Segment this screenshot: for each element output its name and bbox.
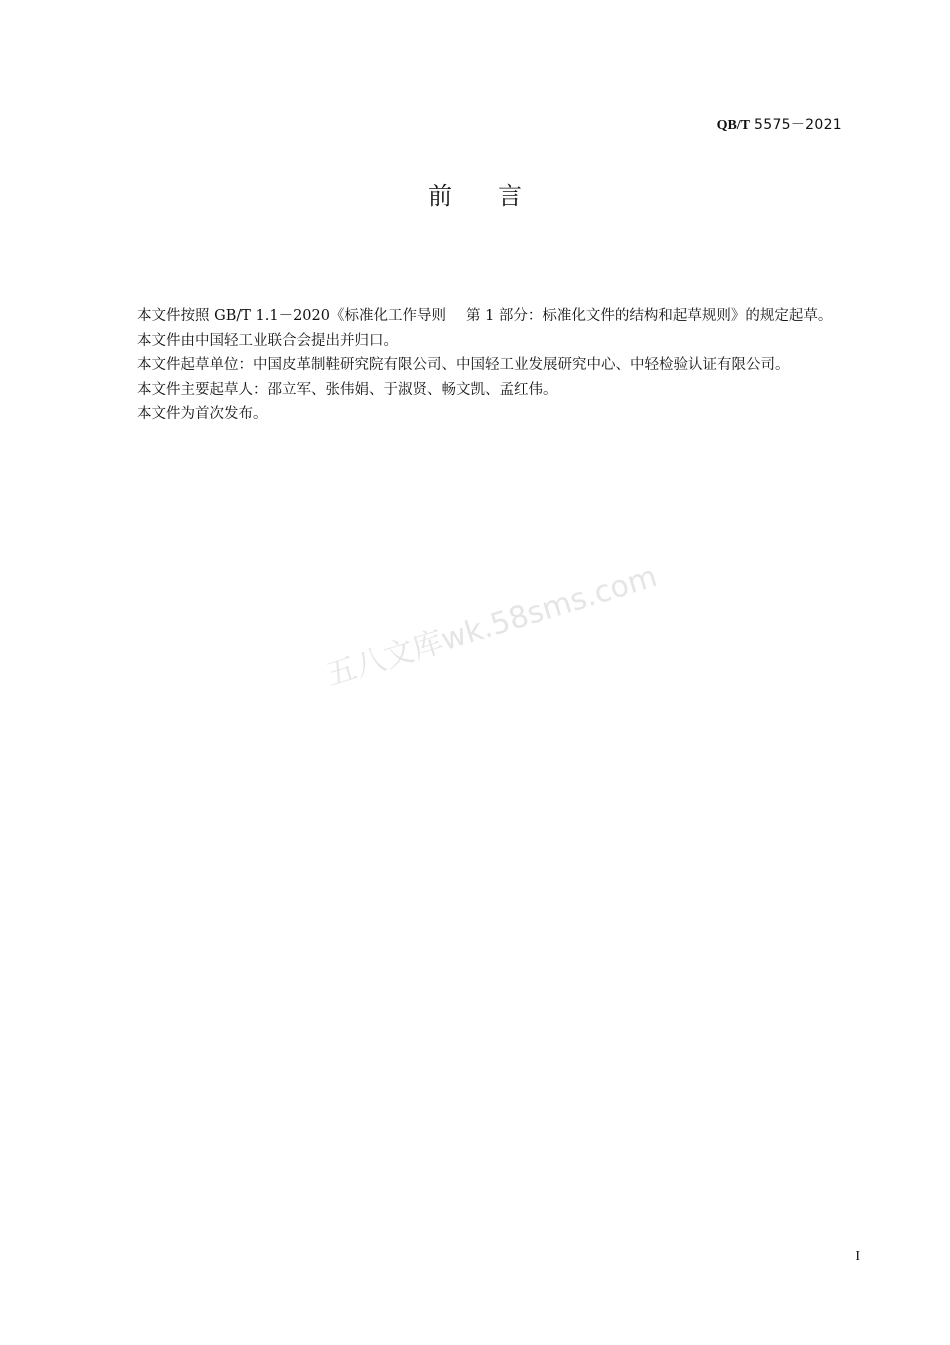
paragraph-proposer: 本文件由中国轻工业联合会提出并归口。 (137, 332, 398, 349)
standard-code-number: 5575－2021 (754, 117, 842, 133)
foreword-body (106, 304, 862, 427)
page-title: 前言 (428, 182, 568, 210)
standard-code-prefix: QB/T (716, 118, 751, 133)
paragraph-drafting-rules (106, 304, 862, 329)
paragraph-drafters: 本文件主要起草人：邵立军、张伟娟、于淑贤、畅文凯、孟红伟。 (137, 381, 558, 398)
paragraph-drafting-units: 本文件起草单位：中国皮革制鞋研究院有限公司、中国轻工业发展研究中心、中轻检验认证有限公司。 (137, 357, 790, 373)
paragraph-first-release: 本文件为首次发布。 (137, 406, 268, 422)
paragraph-drafting-rules-part2: 第 1 部分：标准化文件的结构和起草规则》的规定起草。 (465, 308, 833, 324)
watermark: 五八文库wk.58sms.com (322, 559, 662, 694)
standard-code (717, 116, 842, 135)
page-number: I (855, 1249, 860, 1264)
paragraph-drafting-rules-part1: 本文件按照 GB/T 1.1－2020《标准化工作导则 (137, 308, 446, 324)
